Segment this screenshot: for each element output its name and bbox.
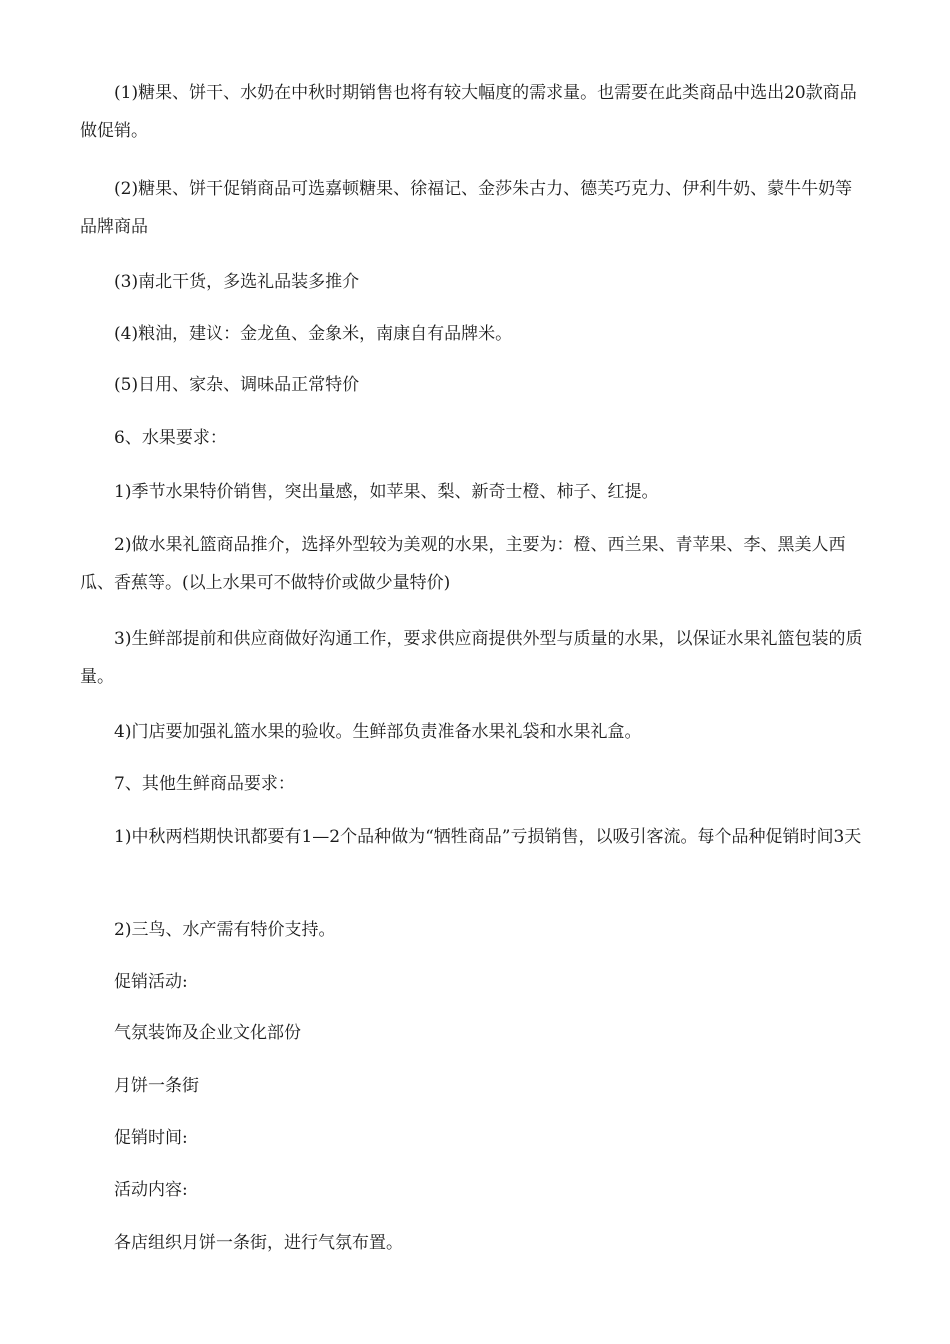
paragraph-daily-goods: (5)日用、家杂、调味品正常特价 — [114, 375, 360, 395]
paragraph-store-acceptance: 4)门店要加强礼篮水果的验收。生鲜部负责准备水果礼袋和水果礼盒。 — [114, 722, 642, 742]
heading-mooncake-street: 月饼一条街 — [114, 1076, 199, 1096]
heading-promotion-activity: 促销活动: — [114, 972, 188, 992]
paragraph-sacrifice-goods: 1)中秋两档期快讯都要有1—2个品种做为“牺牲商品”亏损销售，以吸引客流。每个品种促销时间3天 — [114, 827, 862, 847]
paragraph-grain-oil: (4)粮油，建议：金龙鱼、金象米，南康自有品牌米。 — [114, 324, 513, 344]
paragraph-fruit-basket: 2)做水果礼篮商品推介，选择外型较为美观的水果，主要为：橙、西兰果、青苹果、李、黑美人西瓜、香蕉等。(以上水果可不做特价或做少量特价) — [80, 535, 846, 593]
heading-atmosphere-decoration: 气氛装饰及企业文化部份 — [114, 1023, 301, 1043]
heading-promotion-time: 促销时间: — [114, 1128, 188, 1148]
section-heading-fruit: 6、水果要求： — [114, 428, 227, 448]
paragraph-candy-biscuit-demand: (1)糖果、饼干、水奶在中秋时期销售也将有较大幅度的需求量。也需要在此类商品中选出20款商品做促销。 — [80, 83, 857, 141]
heading-activity-content: 活动内容: — [114, 1180, 188, 1200]
paragraph-poultry-seafood: 2)三鸟、水产需有特价支持。 — [114, 920, 336, 940]
paragraph-candy-brands: (2)糖果、饼干促销商品可选嘉顿糖果、徐福记、金莎朱古力、德芙巧克力、伊利牛奶、蒙牛牛奶等品牌商品 — [80, 179, 853, 237]
paragraph-fruit-seasonal: 1)季节水果特价销售，突出量感，如苹果、梨、新奇士橙、柿子、红提。 — [114, 482, 659, 502]
paragraph-mooncake-street-setup: 各店组织月饼一条街，进行气氛布置。 — [114, 1233, 403, 1253]
paragraph-dry-goods: (3)南北干货，多选礼品装多推介 — [114, 272, 360, 292]
paragraph-fresh-supplier: 3)生鲜部提前和供应商做好沟通工作，要求供应商提供外型与质量的水果，以保证水果礼篮包装的质量。 — [80, 629, 863, 687]
section-heading-other-fresh: 7、其他生鲜商品要求： — [114, 774, 295, 794]
